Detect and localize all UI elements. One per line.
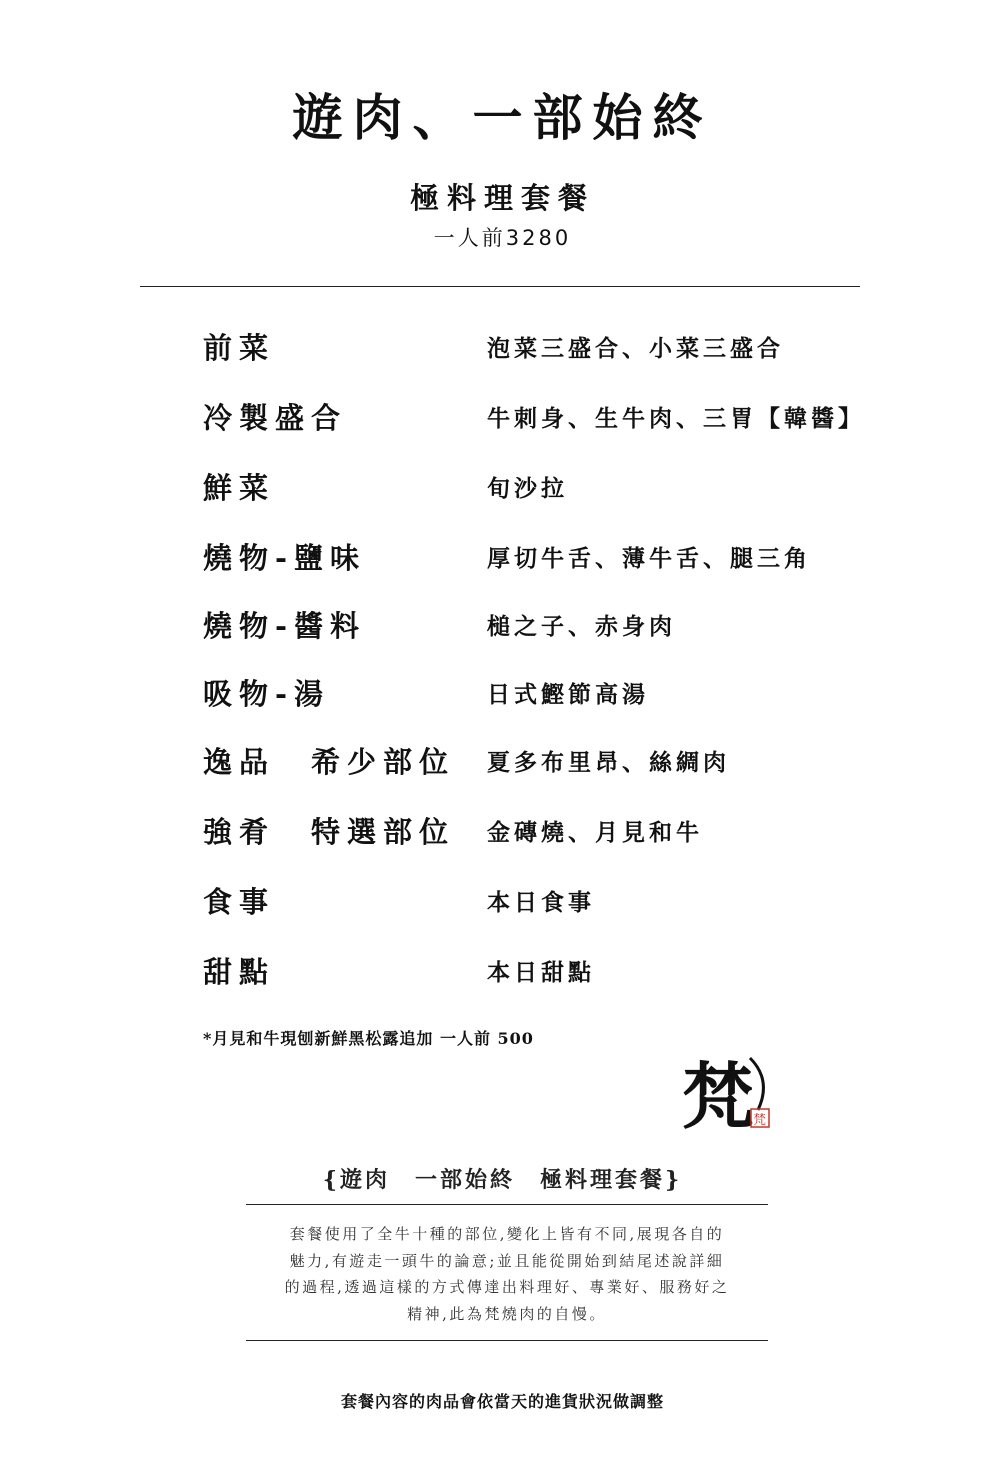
course-row — [0, 604, 1005, 654]
course-dish: 金磚燒、月見和牛 — [487, 819, 703, 846]
course-name: 冷製盛合 — [203, 401, 348, 435]
course-name: 逸品 希少部位 — [203, 745, 456, 779]
course-dish: 槌之子、赤身肉 — [487, 613, 676, 640]
menu-price: 一人前3280 — [433, 226, 572, 250]
course-row — [0, 950, 1005, 1000]
course-name: 甜點 — [203, 955, 276, 989]
menu-subtitle: 極料理套餐 — [409, 181, 595, 215]
course-dish: 日式鰹節高湯 — [487, 681, 649, 708]
course-name: 強肴 特選部位 — [203, 815, 456, 849]
section-divider-top — [246, 1204, 768, 1205]
course-dish: 旬沙拉 — [487, 475, 568, 502]
section-divider-bottom — [246, 1340, 768, 1341]
seal-glyph: 梵 — [753, 1113, 767, 1128]
course-name: 燒物-醬料 — [203, 609, 367, 643]
course-row — [0, 880, 1005, 930]
menu-title: 遊肉、一部始終 — [292, 88, 713, 147]
course-dish: 本日食事 — [487, 889, 595, 916]
description-line: 精神,此為梵燒肉的自慢。 — [407, 1304, 607, 1323]
course-dish: 本日甜點 — [487, 959, 595, 986]
course-name: 燒物-鹽味 — [203, 541, 367, 575]
course-name: 前菜 — [203, 331, 276, 365]
course-row — [0, 672, 1005, 722]
description-line: 魅力,有遊走一頭牛的論意;並且能從開始到結尾述說詳細 — [289, 1251, 725, 1270]
course-dish: 夏多布里昂、絲綢肉 — [487, 749, 730, 776]
course-dish: 牛刺身、生牛肉、三胃【韓醬】 — [487, 405, 865, 432]
brand-logo — [680, 1050, 775, 1135]
course-name: 鮮菜 — [203, 471, 276, 505]
course-name: 食事 — [203, 885, 276, 919]
course-dish: 厚切牛舌、薄牛舌、腿三角 — [487, 545, 811, 572]
section-title: {遊肉 一部始終 極料理套餐} — [322, 1167, 683, 1193]
course-dish: 泡菜三盛合、小菜三盛合 — [487, 335, 784, 362]
course-row — [0, 466, 1005, 516]
description-line: 套餐使用了全牛十種的部位,變化上皆有不同,展現各自的 — [289, 1225, 725, 1243]
course-row — [0, 396, 1005, 446]
course-row — [0, 536, 1005, 586]
description-line: 的過程,透過這樣的方式傳達出料理好、專業好、服務好之 — [284, 1278, 730, 1296]
footer-note: 套餐內容的肉品會依當天的進貨狀況做調整 — [340, 1392, 664, 1411]
course-name: 吸物-湯 — [203, 677, 331, 711]
logo-glyph: 梵 — [682, 1054, 755, 1135]
course-row — [0, 326, 1005, 376]
truffle-addon-note: *月見和牛現刨新鮮黑松露追加 一人前 500 — [203, 1029, 534, 1048]
course-row — [0, 740, 1005, 790]
section-description — [262, 1221, 752, 1327]
top-divider — [140, 286, 860, 287]
course-row — [0, 810, 1005, 860]
